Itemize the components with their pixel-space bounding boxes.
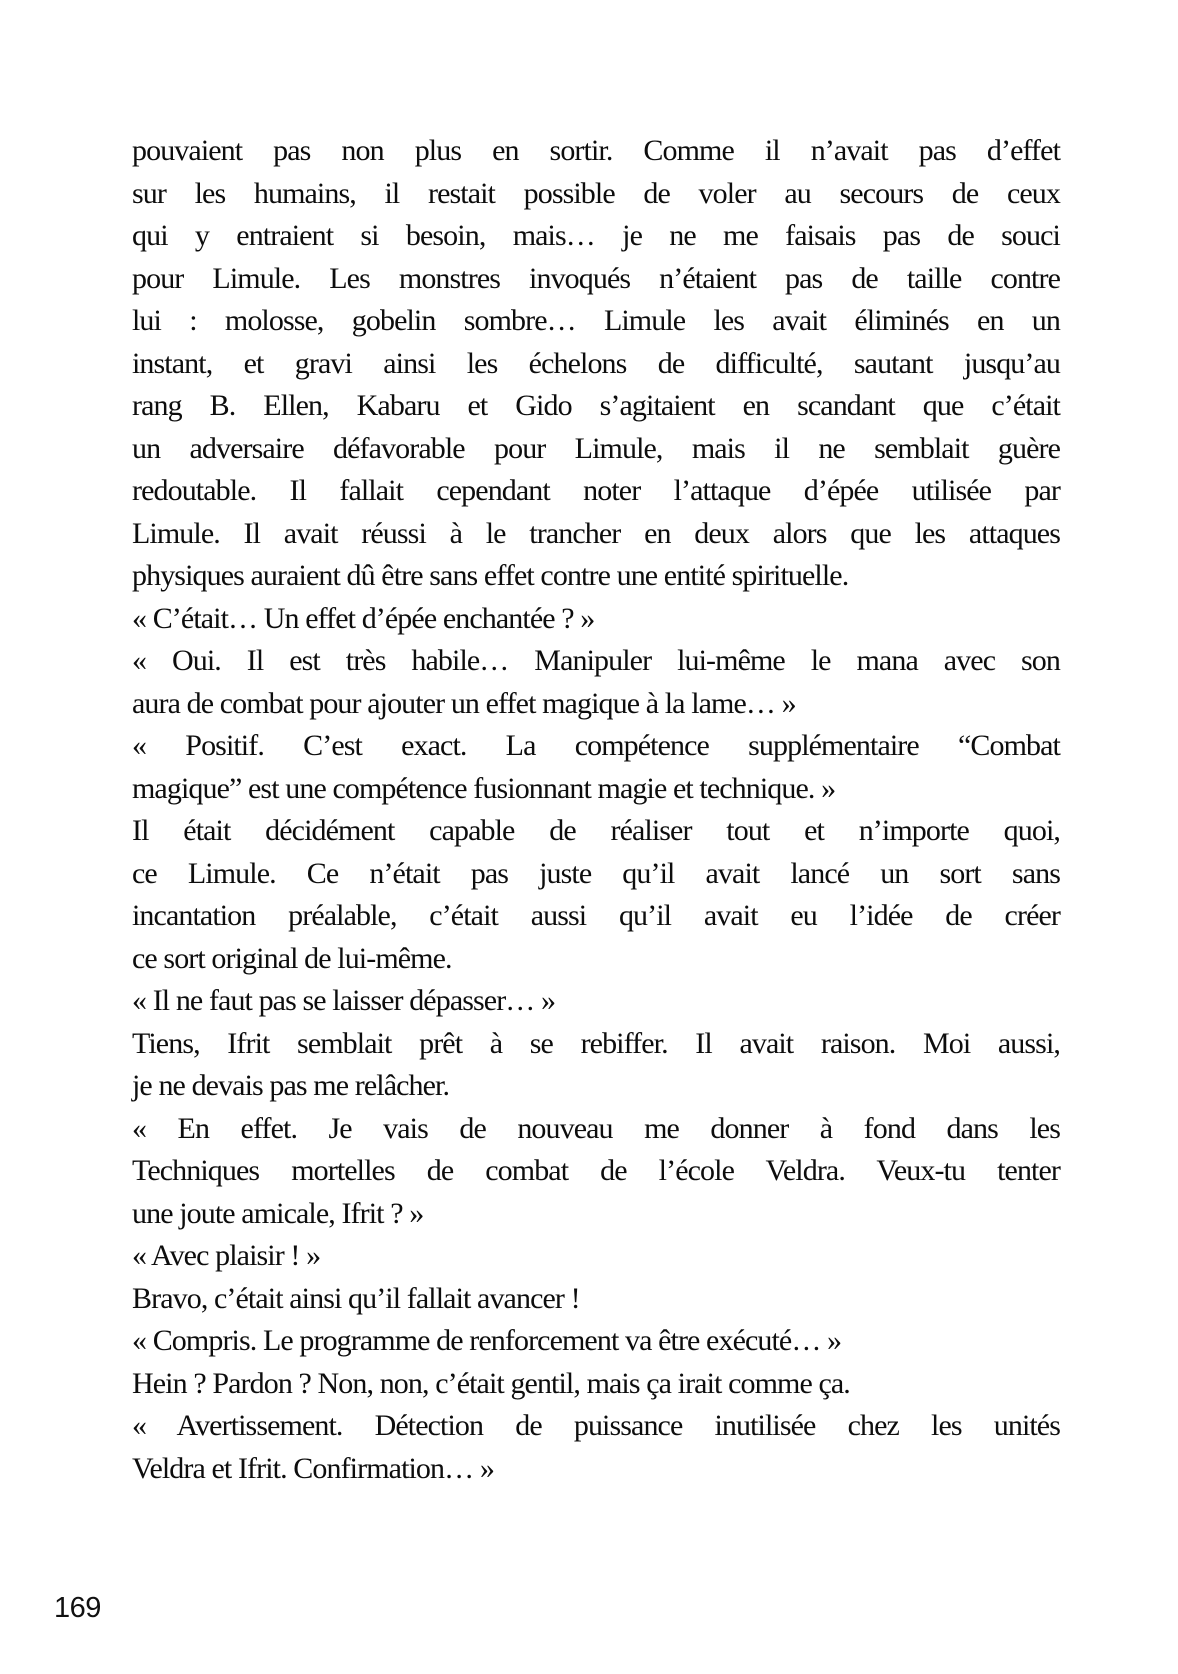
text-line: Limule. Il avait réussi à le trancher en deux alors que les attaques <box>132 516 1060 550</box>
text-line: ce Limule. Ce n’était pas juste qu’il avait lancé un sort sans <box>132 856 1060 890</box>
text-line: « Il ne faut pas se laisser dépasser… » <box>132 984 556 1017</box>
text-line: magique” est une compétence fusionnant magie et technique. » <box>132 771 836 805</box>
text-line: incantation préalable, c’était aussi qu’il avait eu l’idée de créer <box>132 899 1060 932</box>
text-line: Tiens, Ifrit semblait prêt à se rebiffer. Il avait raison. Moi aussi, <box>132 1026 1060 1060</box>
text-line: « Avertissement. Détection de puissance inutilisée chez les unités <box>132 1409 1060 1442</box>
text-line: redoutable. Il fallait cependant noter l’attaque d’épée utilisée par <box>132 474 1060 507</box>
text-line: instant, et gravi ainsi les échelons de difficulté, sautant jusqu’au <box>132 346 1060 380</box>
text-line: un adversaire défavorable pour Limule, mais il ne semblait guère <box>132 431 1060 465</box>
text-line: « C’était… Un effet d’épée enchantée ? » <box>132 601 595 635</box>
text-line: une joute amicale, Ifrit ? » <box>132 1196 424 1230</box>
text-line: aura de combat pour ajouter un effet magique à la lame… » <box>132 686 796 720</box>
text-line: pouvaient pas non plus en sortir. Comme il n’avait pas d’effet <box>132 134 1060 167</box>
text-line: pour Limule. Les monstres invoqués n’étaient pas de taille contre <box>132 261 1060 295</box>
text-line: sur les humains, il restait possible de voler au secours de ceux <box>132 176 1060 210</box>
text-line: Bravo, c’était ainsi qu’il fallait avancer ! <box>132 1281 580 1315</box>
text-line: « Avec plaisir ! » <box>132 1239 321 1272</box>
text-line: « Oui. Il est très habile… Manipuler lui-même le mana avec son <box>132 644 1060 677</box>
text-line: « En effet. Je vais de nouveau me donner à fond dans les <box>132 1111 1060 1145</box>
text-line: rang B. Ellen, Kabaru et Gido s’agitaient en scandant que c’était <box>132 389 1060 422</box>
text-line: physiques auraient dû être sans effet contre une entité spirituelle. <box>132 559 849 592</box>
page-text <box>132 130 1060 1490</box>
text-line: Techniques mortelles de combat de l’école Veldra. Veux-tu tenter <box>132 1154 1060 1187</box>
text-line: Hein ? Pardon ? Non, non, c’était gentil, mais ça irait comme ça. <box>132 1366 850 1400</box>
text-line: je ne devais pas me relâcher. <box>132 1069 450 1102</box>
text-line: « Positif. C’est exact. La compétence supplémentaire “Combat <box>132 729 1060 762</box>
text-line: qui y entraient si besoin, mais… je ne me faisais pas de souci <box>132 219 1060 252</box>
text-line: ce sort original de lui-même. <box>132 941 452 975</box>
text-line: Il était décidément capable de réaliser tout et n’importe quoi, <box>132 814 1060 847</box>
text-line: « Compris. Le programme de renforcement va être exécuté… » <box>132 1324 842 1357</box>
text-line: Veldra et Ifrit. Confirmation… » <box>132 1451 494 1485</box>
text-line: lui : molosse, gobelin sombre… Limule les avait éliminés en un <box>132 304 1060 337</box>
page-number: 169 <box>54 1592 101 1624</box>
